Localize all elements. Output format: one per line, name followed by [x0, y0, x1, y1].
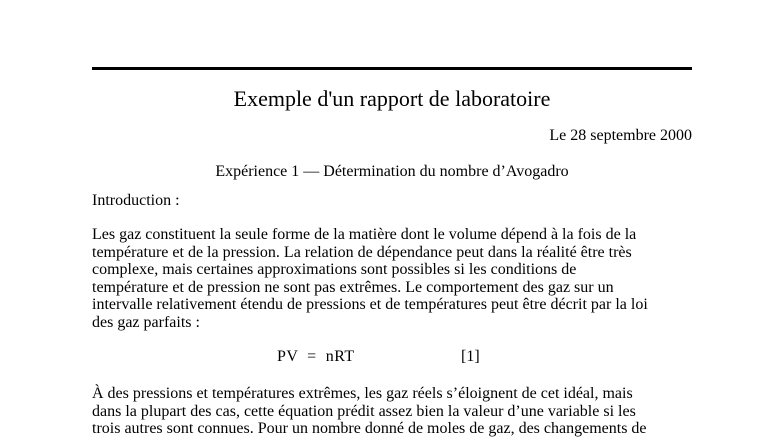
document-title: Exemple d'un rapport de laboratoire: [233, 86, 551, 111]
paragraph-line: Les gaz constituent la seule forme de la matière dont le volume dépend à la fois de la: [92, 226, 637, 243]
paragraph-line: intervalle relativement étendu de pressions et de températures peut être décrit par la loi: [92, 296, 648, 313]
paragraph-line: dans la plupart des cas, cette équation prédit assez bien la valeur d’une variable si les: [92, 402, 636, 420]
document-date: Le 28 septembre 2000: [549, 127, 692, 144]
followup-paragraph: [92, 385, 692, 438]
paragraph-line: trois autres sont connues. Pour un nombre donné de moles de gaz, des changements de: [92, 420, 647, 437]
equation-number: [1]: [461, 348, 480, 365]
top-rule: [92, 67, 692, 70]
equation-formula: PV = nRT: [277, 348, 355, 365]
paragraph-line: des gaz parfaits :: [92, 313, 200, 331]
paragraph-line: À des pressions et températures extrêmes, les gaz réels s’éloignent de cet idéal, mais: [92, 385, 633, 402]
experiment-heading: Expérience 1 — Détermination du nombre d’Avogadro: [215, 163, 569, 180]
section-heading-introduction: Introduction :: [92, 192, 180, 209]
paragraph-line: température et de la pression. La relation de dépendance peut dans la réalité être très: [92, 243, 632, 261]
paragraph-line: température et de pression ne sont pas extrêmes. Le comportement des gaz sur un: [92, 278, 614, 296]
paragraph-line: complexe, mais certaines approximations sont possibles si les conditions de: [92, 261, 577, 278]
introduction-paragraph: [92, 226, 692, 331]
